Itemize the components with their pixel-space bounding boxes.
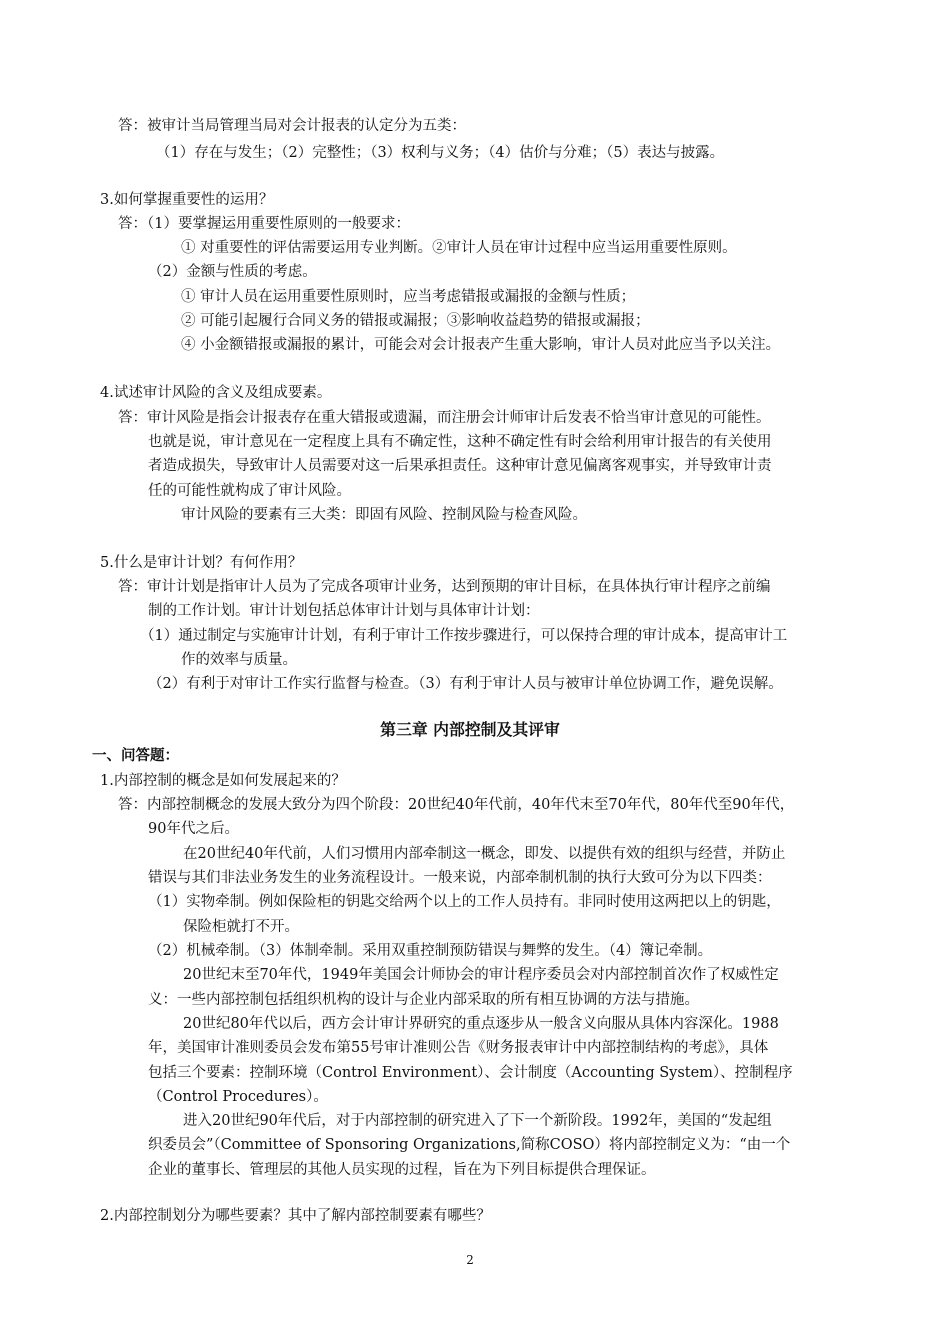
chapter-title: 第三章 内部控制及其评审 [380,720,560,739]
text-line: 20世纪80年代以后，西方会计审计界研究的重点逐步从一般含义向服从具体内容深化。1988 [183,1016,779,1032]
text-line: ① 审计人员在运用重要性原则时，应当考虑错报或漏报的金额与性质； [181,289,636,305]
text-line: 也就是说，审计意见在一定程度上具有不确定性，这种不确定性有时会给利用审计报告的有关使用 [148,434,772,450]
text-line: 年，美国审计准则委员会发布第55号审计准则公告《财务报表审计中内部控制结构的考虑》，具体 [148,1040,769,1056]
text-line: 者造成损失，导致审计人员需要对这一后果承担责任。这种审计意见偏离客观事实，并导致审计责 [148,458,772,474]
text-line: 审计风险的要素有三大类：即固有风险、控制风险与检查风险。 [181,507,587,523]
text-line: （2）金额与性质的考虑。 [148,264,317,280]
text-line: ② 可能引起履行合同义务的错报或漏报；③影响收益趋势的错报或漏报； [181,313,650,329]
question-heading: 4.试述审计风险的含义及组成要素。 [100,385,332,401]
text-line: 任的可能性就构成了审计风险。 [148,483,351,499]
text-line: 错误与其们非法业务发生的业务流程设计。一般来说，内部牵制机制的执行大致可分为以下四类： [148,870,772,886]
text-line: 企业的董事长、管理层的其他人员实现的过程，旨在为下列目标提供合理保证。 [148,1162,656,1178]
text-line: 答：审计风险是指会计报表存在重大错报或遗漏，而注册会计师审计后发表不恰当审计意见的可能性。 [118,410,771,426]
text-line: 答：审计计划是指审计人员为了完成各项审计业务，达到预期的审计目标，在具体执行审计程序之前编 [118,579,771,595]
text-line: 保险柜就打不开。 [183,919,299,935]
text-line: （2）有利于对审计工作实行监督与检查。（3）有利于审计人员与被审计单位协调工作，避免误解。 [148,676,783,692]
page-number: 2 [466,1253,474,1267]
text-line: （Control Procedures）。 [148,1089,328,1105]
text-line: 织委员会”（Committee of Sponsoring Organizations,简称COSO）将内部控制定义为：“由一个 [148,1137,791,1153]
text-line: 进入20世纪90年代后，对于内部控制的研究进入了下一个新阶段。1992年，美国的“发起组 [183,1113,772,1129]
text-line: （1）存在与发生；（2）完整性；（3）权利与义务；（4）估价与分难；（5）表达与披露。 [156,145,725,161]
text-line: 在20世纪40年代前，人们习惯用内部牵制这一概念，即发、以提供有效的组织与经营，并防止 [183,846,786,862]
text-line: ④ 小金额错报或漏报的累计，可能会对会计报表产生重大影响，审计人员对此应当予以关注。 [181,337,781,353]
text-line: 答：内部控制概念的发展大致分为四个阶段：20世纪40年代前，40年代末至70年代，80年代至90年代， [118,797,795,813]
question-heading: 3.如何掌握重要性的运用？ [100,192,274,208]
text-line: 20世纪末至70年代，1949年美国会计师协会的审计程序委员会对内部控制首次作了权威性定 [183,967,779,983]
question-heading: 5.什么是审计计划？有何作用？ [100,555,303,571]
question-heading: 2.内部控制划分为哪些要素？其中了解内部控制要素有哪些？ [100,1208,491,1224]
text-line: （1）通过制定与实施审计计划，有利于审计工作按步骤进行，可以保持合理的审计成本，提高审计工 [140,628,788,644]
section-heading: 一、问答题： [92,748,179,764]
text-line: （2）机械牵制。（3）体制牵制。采用双重控制预防错误与舞弊的发生。（4）簿记牵制。 [148,943,713,959]
text-line: 答：（1）要掌握运用重要性原则的一般要求： [118,216,410,232]
text-line: 作的效率与质量。 [181,652,297,668]
text-line: 义：一些内部控制包括组织机构的设计与企业内部采取的所有相互协调的方法与措施。 [148,992,699,1008]
text-line: （1）实物牵制。例如保险柜的钥匙交给两个以上的工作人员持有。非同时使用这两把以上的钥匙， [148,894,781,910]
text-line: 制的工作计划。审计计划包括总体审计计划与具体审计计划： [148,603,540,619]
text-line: 答：被审计当局管理当局对会计报表的认定分为五类： [118,118,466,134]
question-heading: 1.内部控制的概念是如何发展起来的？ [100,773,346,789]
text-line: ① 对重要性的评估需要运用专业判断。②审计人员在审计过程中应当运用重要性原则。 [181,240,737,256]
text-line: 90年代之后。 [148,821,239,837]
text-line: 包括三个要素：控制环境（Control Environment）、会计制度（Accounting System）、控制程序 [148,1065,793,1081]
